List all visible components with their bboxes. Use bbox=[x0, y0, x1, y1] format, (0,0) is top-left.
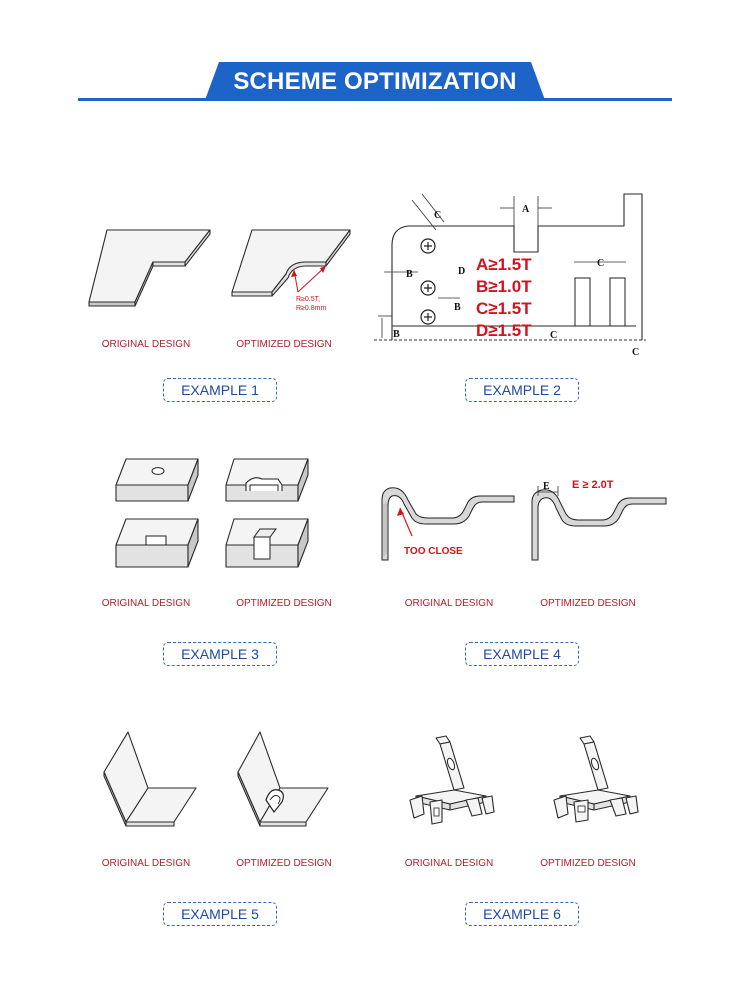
example-3-original-caption: ORIGINAL DESIGN bbox=[101, 598, 191, 609]
example-2-dim-d: D bbox=[458, 266, 466, 277]
example-4-optimized-drawing bbox=[526, 472, 670, 565]
example-1-optimized-caption: OPTIMIZED DESIGN bbox=[236, 339, 332, 350]
example-2-rule-a: A≥1.5T bbox=[476, 255, 532, 274]
example-2-dim-c-top: C bbox=[434, 210, 442, 221]
example-2-dim-c-bottom: C bbox=[550, 330, 558, 341]
example-6-label: EXAMPLE 6 bbox=[465, 902, 579, 926]
example-5-label: EXAMPLE 5 bbox=[163, 902, 277, 926]
example-3-optimized-caption: OPTIMIZED DESIGN bbox=[236, 598, 332, 609]
example-6-optimized-caption: OPTIMIZED DESIGN bbox=[540, 858, 636, 869]
example-2-dim-a: A bbox=[522, 204, 530, 215]
example-3-optimized-drawing bbox=[216, 455, 311, 577]
example-2-rule-b: B≥1.0T bbox=[476, 277, 532, 296]
page-title: SCHEME OPTIMIZATION bbox=[233, 68, 517, 95]
example-4-original-caption: ORIGINAL DESIGN bbox=[404, 598, 494, 609]
example-4-rule: E ≥ 2.0T bbox=[572, 479, 614, 491]
example-4-dim-e: E bbox=[543, 481, 550, 492]
example-1-original-caption: ORIGINAL DESIGN bbox=[101, 339, 191, 350]
example-2-dim-b-left: B bbox=[406, 269, 413, 280]
example-2-dim-b-mid: B bbox=[454, 302, 461, 313]
example-6-original-caption: ORIGINAL DESIGN bbox=[404, 858, 494, 869]
example-2-dim-c-corner: C bbox=[632, 347, 640, 358]
example-5-optimized-caption: OPTIMIZED DESIGN bbox=[236, 858, 332, 869]
example-1-optimized-drawing bbox=[228, 222, 363, 322]
example-1-label: EXAMPLE 1 bbox=[163, 378, 277, 402]
example-3-original-drawing bbox=[112, 455, 207, 577]
example-2-dim-b-bottom: B bbox=[393, 329, 400, 340]
example-5-original-caption: ORIGINAL DESIGN bbox=[101, 858, 191, 869]
example-1-radius-note-2: R≥0.8mm bbox=[296, 305, 327, 312]
example-2-label: EXAMPLE 2 bbox=[465, 378, 579, 402]
example-5-optimized-drawing bbox=[234, 728, 334, 828]
example-4-label: EXAMPLE 4 bbox=[465, 642, 579, 666]
example-2-dim-c-right: C bbox=[597, 258, 605, 269]
example-6-optimized-drawing bbox=[548, 734, 640, 829]
example-2-rule-c: C≥1.5T bbox=[476, 299, 532, 318]
example-5-original-drawing bbox=[100, 728, 200, 828]
example-1-radius-note-1: R≥0.5T, bbox=[296, 296, 321, 303]
example-6-original-drawing bbox=[406, 734, 496, 829]
example-2-rule-d: D≥1.5T bbox=[476, 321, 532, 340]
example-2-dimension-drawing bbox=[374, 190, 670, 362]
example-1-original-drawing bbox=[85, 222, 220, 312]
example-4-original-drawing bbox=[378, 480, 518, 565]
example-4-optimized-caption: OPTIMIZED DESIGN bbox=[540, 598, 636, 609]
example-4-warning: TOO CLOSE bbox=[404, 546, 463, 557]
example-3-label: EXAMPLE 3 bbox=[163, 642, 277, 666]
